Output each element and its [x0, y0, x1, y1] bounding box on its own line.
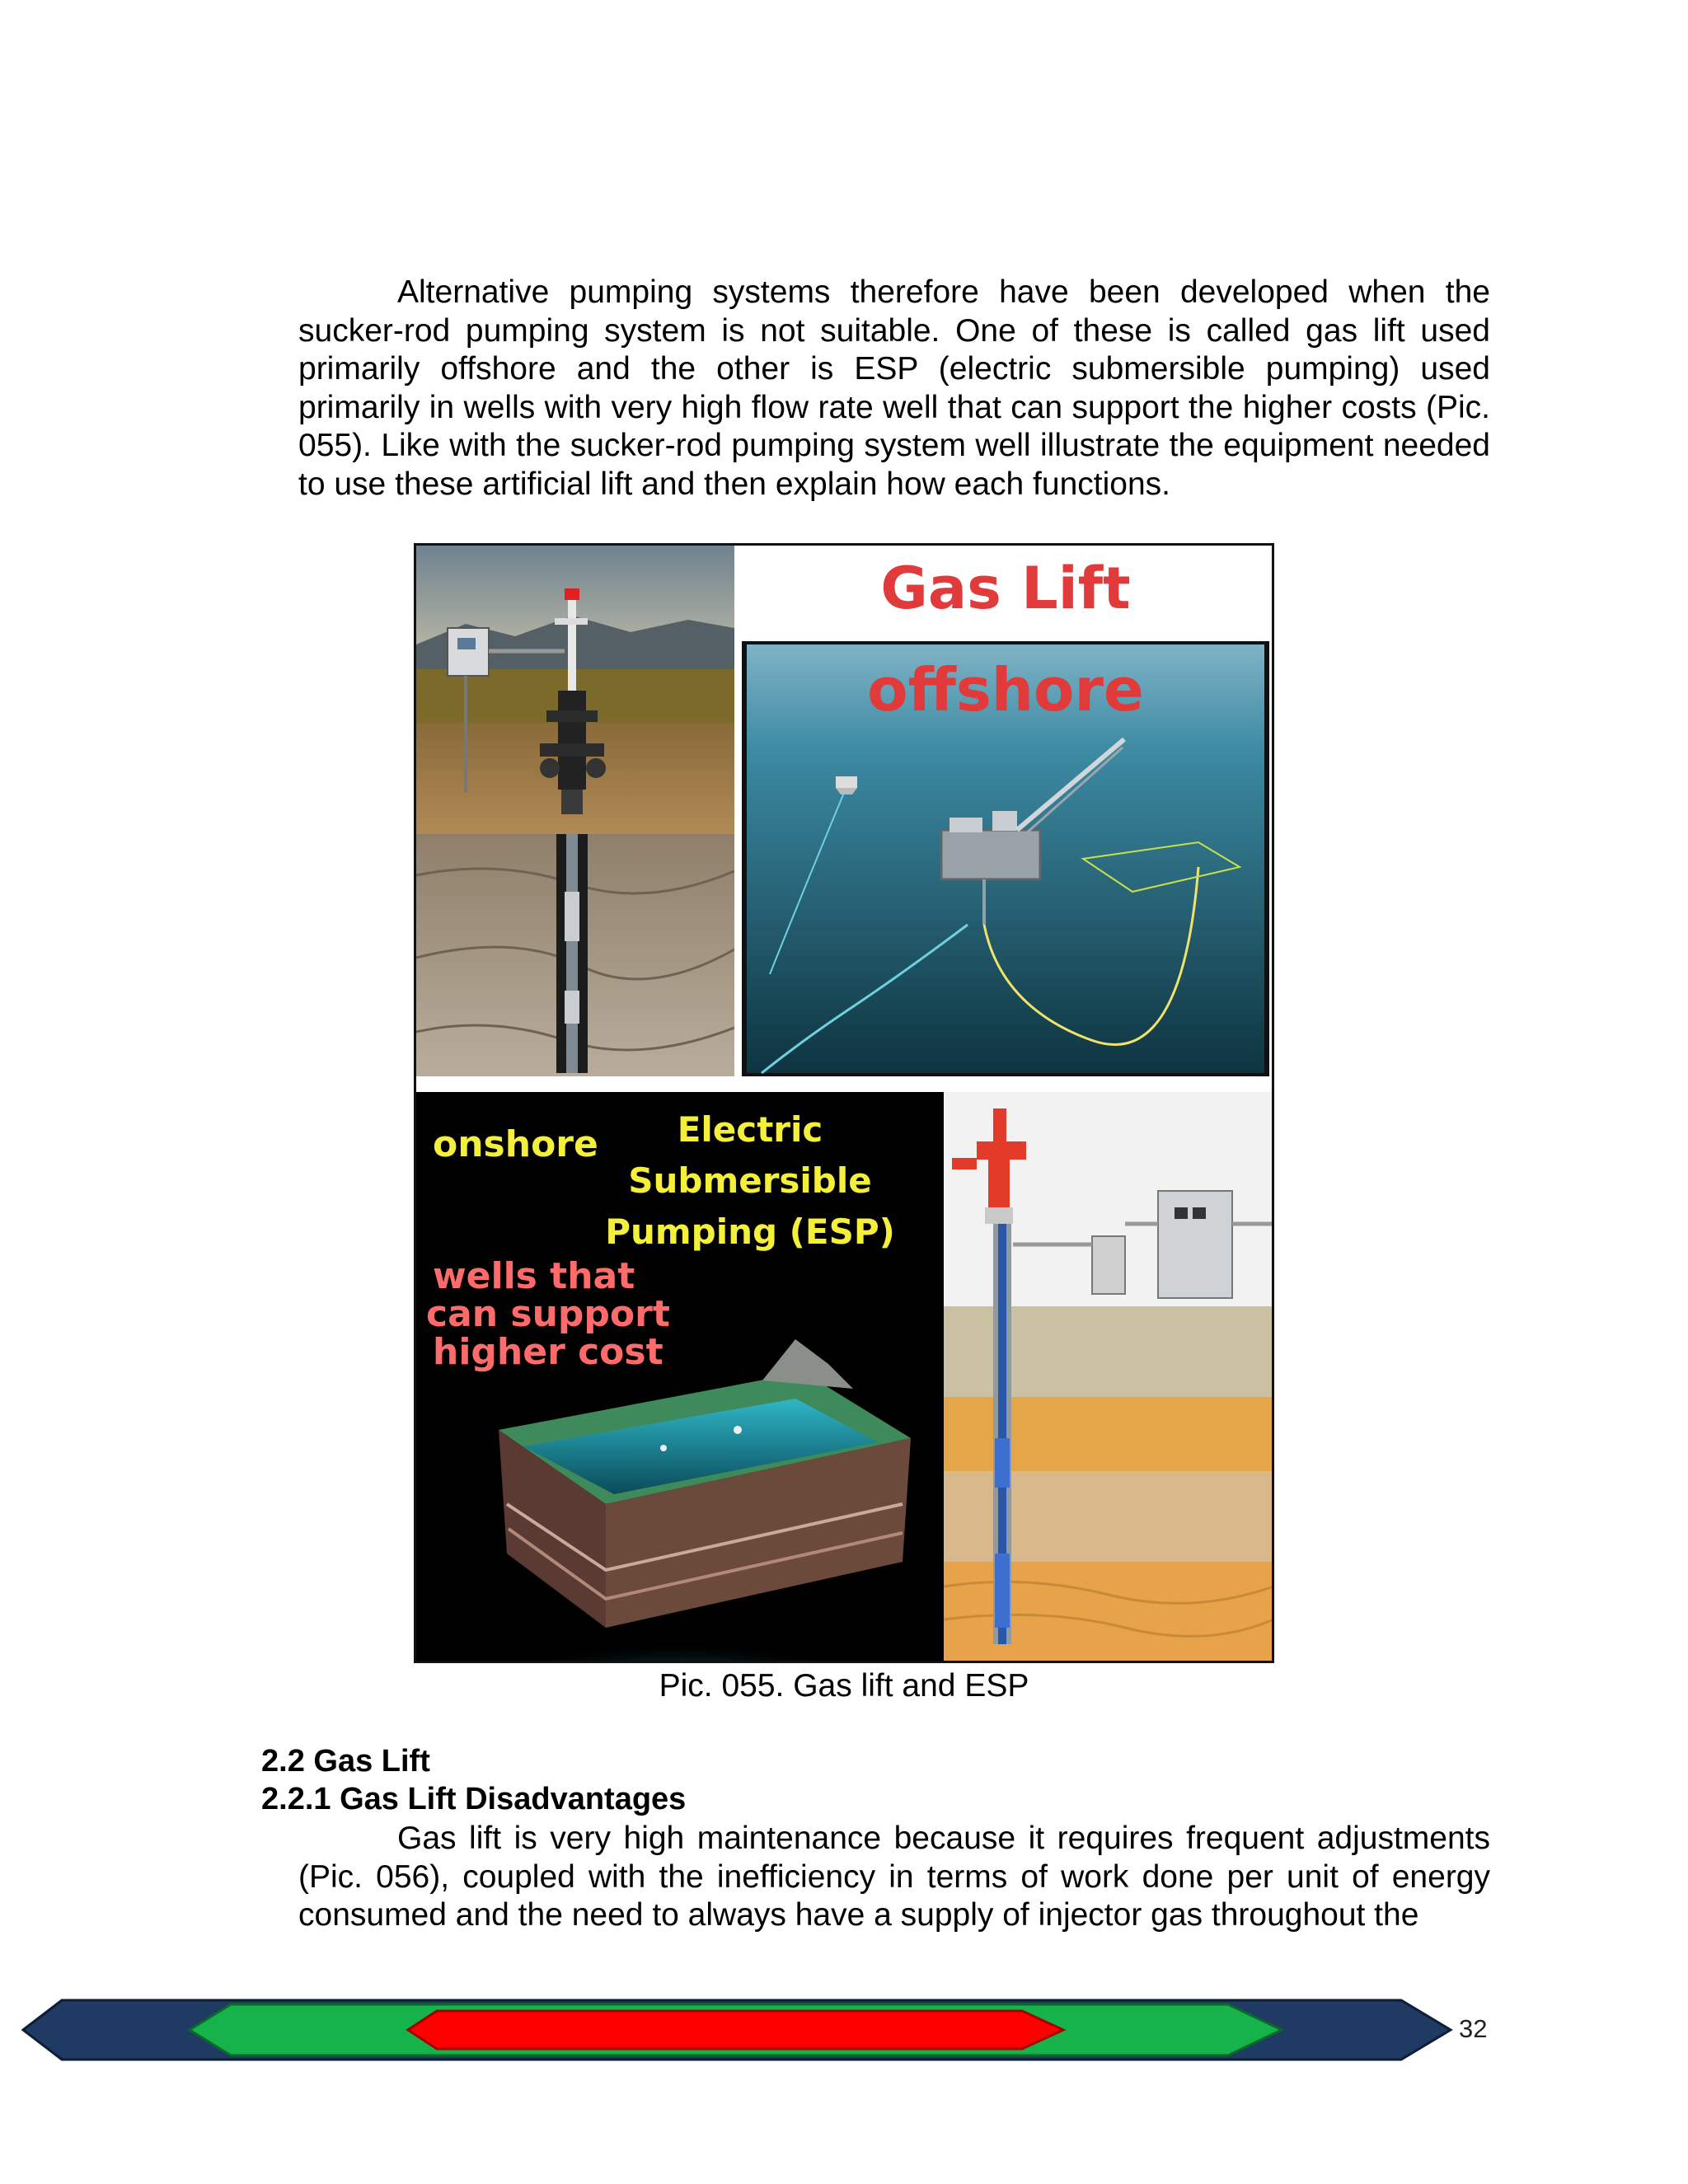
cost-label-line1: wells that: [433, 1255, 635, 1297]
esp-label-line3: Pumping (ESP): [605, 1212, 895, 1252]
offshore-label: offshore: [867, 655, 1144, 724]
figure-caption: Pic. 055. Gas lift and ESP: [659, 1668, 1029, 1704]
body-paragraph-2: Gas lift is very high maintenance because it requires frequent adjustments (Pic. 056), coupled with the inefficiency in terms of work done per unit of energy consumed and the need to always have a supply of injector gas throughout the: [298, 1821, 1490, 1933]
esp-wellbore-diagram: [944, 1092, 1273, 1663]
body-paragraph-1: Alternative pumping systems therefore have been developed when the sucker-rod pumping system is not suitable. One of these is called gas lift used primarily offshore and the other is ESP (electric submersible pumping) used primarily in wells with very high flow rate well that can support the higher costs (Pic. 055). Like with the sucker-rod pumping system well illustrate the equipment needed to use these artificial lift and then explain how each functions.: [298, 274, 1490, 502]
footer-red-band: [408, 2011, 1063, 2049]
page-number: 32: [1459, 2014, 1488, 2043]
esp-label-line1: Electric: [677, 1109, 823, 1150]
onshore-esp-panel: [416, 1092, 944, 1663]
footer-decoration: [0, 1993, 1688, 2067]
subsection-heading: 2.2.1 Gas Lift Disadvantages: [261, 1782, 687, 1816]
cost-label-line3: higher cost: [433, 1331, 663, 1373]
onshore-label: onshore: [433, 1123, 598, 1165]
section-heading: 2.2 Gas Lift: [261, 1744, 430, 1779]
wellhead-illustration: [416, 546, 734, 1076]
esp-label-line2: Submersible: [628, 1160, 872, 1201]
figure-gas-lift-esp: [414, 543, 1274, 1663]
gas-lift-offshore-panel: [737, 546, 1274, 1076]
cost-label-line2: can support: [426, 1293, 670, 1335]
gas-lift-label: Gas Lift: [880, 555, 1131, 622]
